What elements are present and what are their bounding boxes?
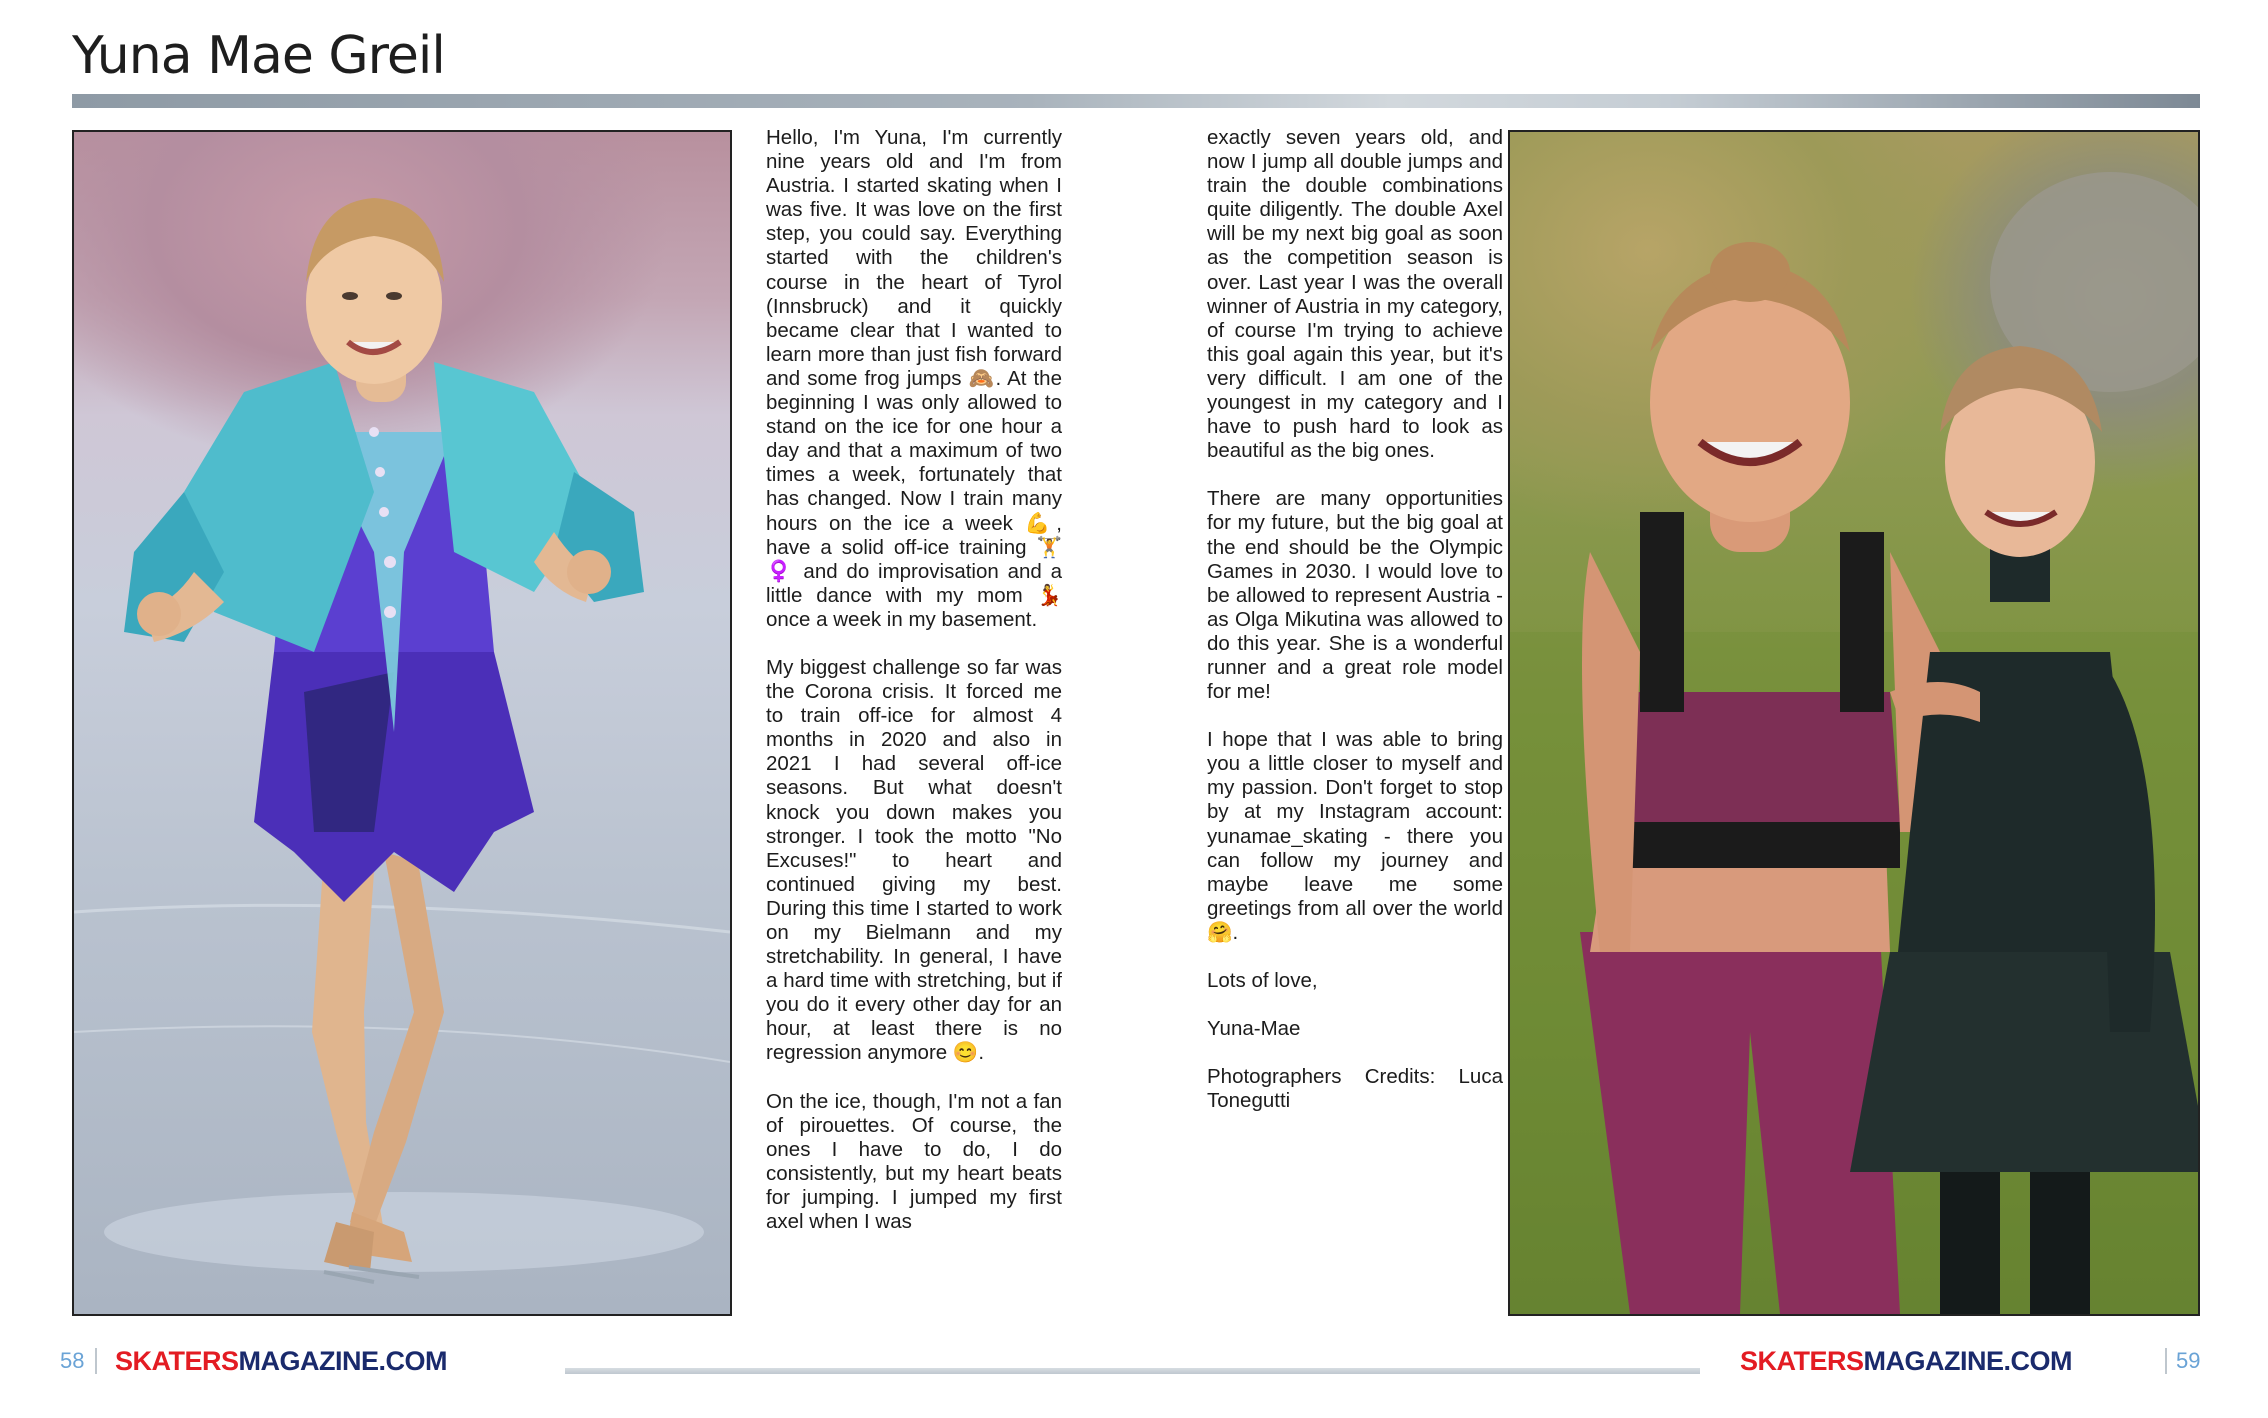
- paragraph: Photographers Credits: Luca Tonegutti: [1207, 1065, 1503, 1113]
- paragraph: There are many opportunities for my future, but the big goal at the end should be the Olympic Games in 2030. I would love to be allowed to represent Austria - as Olga Mikutina was allowed to do this year. She is a wonderful runner and a great role model for me!: [1207, 487, 1503, 704]
- title-divider-bar: [72, 94, 2200, 108]
- right-page-number: 59: [2176, 1348, 2201, 1373]
- skater-on-ice-photo: [72, 130, 732, 1316]
- paragraph: Lots of love,: [1207, 969, 1318, 992]
- two-skaters-outdoor-photo: [1508, 130, 2200, 1316]
- paragraph: On the ice, though, I'm not a fan of pirouettes. Of course, the ones I have to do, I do consistently, but my heart beats for jumping. I jumped my first axel when I was: [766, 1089, 1062, 1234]
- article-title: Yuna Mae Greil: [72, 26, 445, 86]
- brand-logo-right: SKATERSMAGAZINE.COM: [1740, 1346, 2072, 1376]
- paragraph: My biggest challenge so far was the Corona crisis. It forced me to train off-ice for almost 4 months in 2020 and also in 2021 I had several off-ice seasons. But what doesn't knock you down makes you stronger. I took the motto "No Excuses!" to heart and continued giving my best. During this time I started to work on my Bielmann and my stretchability. In general, I have a hard time with stretching, but if you do it every other day for an hour, at least there is no regression anymore 😊.: [766, 655, 1062, 1065]
- article-column-2: [1207, 126, 1503, 1137]
- paragraph: I hope that I was able to bring you a little closer to myself and my passion. Don't forget to stop by at my Instagram account: yunamae_skating - there you can follow my journey and maybe leave me some greetings from all over the world 🤗.: [1207, 728, 1503, 944]
- footer-divider-line: [565, 1368, 1700, 1374]
- article-column-1: [766, 126, 1062, 1258]
- footer-separator: [95, 1348, 97, 1374]
- footer-separator: [2165, 1348, 2167, 1374]
- paragraph: Hello, I'm Yuna, I'm currently nine years old and I'm from Austria. I started skating when I was five. It was love on the first step, you could say. Everything started with the children's course in the heart of Tyrol (Innsbruck) and it quickly became clear that I wanted to learn more than just fish forward and some frog jumps 🙈. At the beginning I was only allowed to stand on the ice for one hour a day and that a maximum of two times a week, fortunately that has changed. Now I train many hours on the ice a week 💪, have a solid off-ice training 🏋️ ♀️ and do improvisation and a little dance with my mom 💃 once a week in my basement.: [766, 126, 1062, 631]
- paragraph: Yuna-Mae: [1207, 1017, 1301, 1041]
- paragraph: exactly seven years old, and now I jump all double jumps and train the double combinations quite diligently. The double Axel will be my next big goal as soon as the competition season is over. Last year I was the overall winner of Austria in my category, of course I'm trying to achieve this goal again this year, but it's very difficult. I am one of the youngest in my category and I have to push hard to look as beautiful as the big ones.: [1207, 126, 1503, 463]
- brand-logo-left: SKATERSMAGAZINE.COM: [115, 1346, 447, 1376]
- left-page-number: 58: [60, 1348, 85, 1373]
